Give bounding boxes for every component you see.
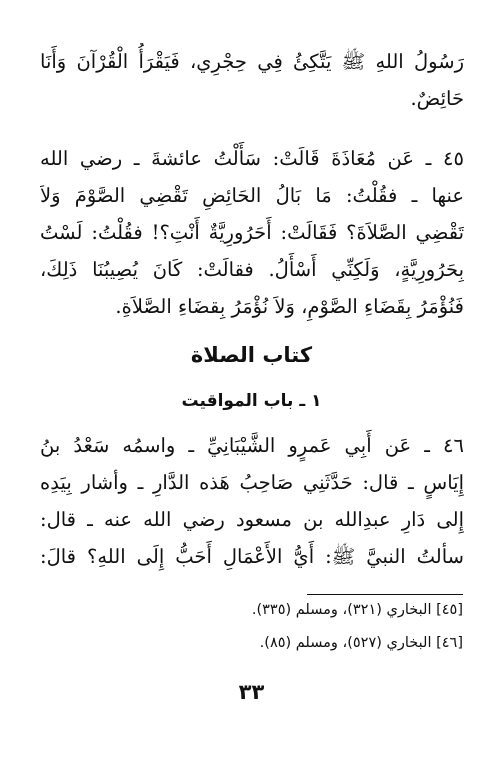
footnote-divider — [307, 594, 463, 595]
text-line: بِحَرُورِيَّةٍ، وَلَكِنِّي أَسْأَلُ. فقالَتْ: كَانَ يُصِيبُنَا ذَلِكَ، — [40, 258, 464, 281]
footnote: [٤٦] البخاري (٥٢٧)، ومسلم (٨٥). — [259, 635, 463, 651]
hadith-45 — [40, 140, 464, 325]
chapter-title: ١ ـ باب المواقيت — [181, 391, 322, 411]
text-line: عنها ـ فقُلْتُ: مَا بَالُ الحَائِضِ تَقْضِي الصَّوْمَ وَلاَ — [40, 184, 464, 207]
page-number: ٣٣ — [238, 680, 265, 704]
text-line: رَسُولُ اللهِ ﷺ يَتَّكِئُ فِي حِجْرِي، فَيَقْرَأُ الْقُرْآنَ وَأَنَا — [40, 50, 464, 73]
text-line: إِلى دَارِ عبدِالله بن مسعود رضي الله عنه ـ قال: — [40, 508, 464, 531]
text-line: إِيَاسٍ ـ قال: حَدَّثَنِي صَاحِبُ هَذه الدَّارِ ـ وأشار بِيَدِه — [40, 471, 464, 494]
hadith-46 — [40, 427, 464, 575]
text-line: فَنُؤْمَرُ بِقَضَاءِ الصَّوْمِ، وَلاَ نُؤْمَرُ بِقضَاءِ الصَّلاَةِ. — [115, 295, 464, 318]
text-line: سألتُ النبيَّ ﷺ: أَيُّ الأَعْمَالِ أَحَبُّ إِلَى اللهِ؟ قالَ: — [40, 545, 464, 568]
text-line: ٤٦ ـ عَن أَبِي عَمرٍو الشَّيْبَانِيِّ ـ واسمُه سَعْدُ بنُ — [40, 434, 464, 457]
footnote: [٤٥] البخاري (٣٢١)، ومسلم (٣٣٥). — [251, 602, 463, 618]
continued-paragraph — [40, 43, 464, 117]
book-title: كتاب الصلاة — [190, 343, 313, 367]
text-line: ٤٥ ـ عَن مُعَاذَةَ قَالَتْ: سَأَلْتُ عائشةَ ـ رضي الله — [40, 147, 464, 170]
text-line: تَقْضِي الصَّلاَةَ؟ فَقَالَتْ: أَحَرُورِيَّةٌ أَنْتِ؟! فقُلْتُ: لَسْتُ — [40, 221, 464, 244]
text-line: حَائِضٌ. — [410, 87, 464, 110]
